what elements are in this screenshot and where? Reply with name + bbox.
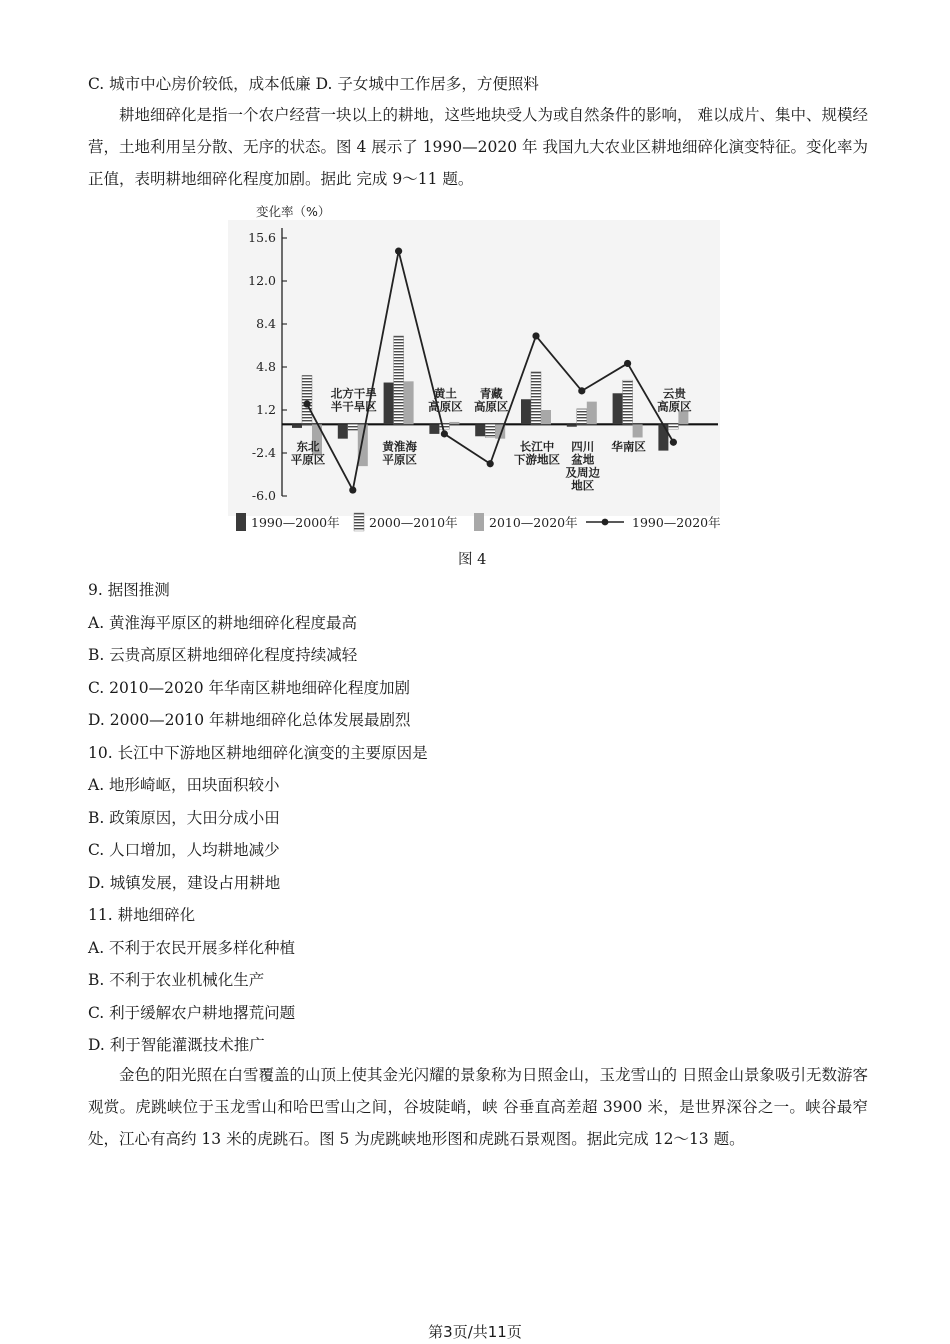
category-label: 平原区	[290, 452, 326, 467]
y-tick-label: 15.6	[248, 230, 276, 245]
category-label: 黄土	[433, 386, 457, 401]
question-option: B. 云贵高原区耕地细碎化程度持续减轻	[88, 646, 358, 664]
bar	[587, 402, 597, 425]
category-label: 及周边	[565, 465, 601, 480]
question-option: A. 黄淮海平原区的耕地细碎化程度最高	[88, 613, 358, 632]
bar	[384, 383, 394, 425]
bar	[348, 424, 358, 430]
closing-paragraph: 金色的阳光照在白雪覆盖的山顶上使其金光闪耀的景象称为日照金山，玉龙雪山的 日照金山景象吸引无数游客观赏。虎跳峡位于玉龙雪山和哈巴雪山之间，谷坡陡峭，峡 谷垂直高差超 3900 米，是世界深谷之一。峡谷最窄处，江心有高约 13 米的虎跳石。图 5 为虎跳峡地形图和虎跳石景观图。据此完成 12～13 题。	[88, 1066, 868, 1148]
category-label: 下游地区	[514, 452, 560, 467]
category-label: 长江中	[519, 439, 555, 454]
bar	[613, 393, 623, 424]
bar	[394, 336, 404, 424]
series-point	[487, 460, 494, 467]
figure-4-chart	[228, 198, 728, 543]
bar	[292, 424, 302, 428]
bar	[577, 409, 587, 425]
series-point	[303, 400, 310, 407]
bar	[541, 410, 551, 424]
question-option: C. 2010—2020 年华南区耕地细碎化程度加剧	[88, 678, 410, 697]
category-label: 高原区	[657, 399, 692, 414]
series-point	[578, 387, 585, 394]
bar	[633, 424, 643, 437]
y-tick-label: 1.2	[256, 402, 276, 417]
legend-swatch	[236, 513, 246, 531]
question-option: B. 不利于农业机械化生产	[88, 971, 265, 989]
question-option: B. 政策原因，大田分成小田	[88, 808, 280, 827]
series-point	[670, 439, 677, 446]
series-point	[441, 430, 448, 437]
bar	[449, 422, 459, 424]
question-option: A. 地形崎岖，田块面积较小	[88, 776, 280, 794]
y-tick-label: 4.8	[256, 359, 276, 374]
legend-label: 1990—2020年	[632, 515, 721, 530]
category-label: 北方干旱	[330, 386, 377, 401]
bar	[485, 424, 495, 437]
bar	[338, 424, 348, 438]
question-stem: 10. 长江中下游地区耕地细碎化演变的主要原因是	[88, 743, 428, 762]
bar	[404, 381, 414, 424]
category-label: 盆地	[571, 452, 595, 467]
question-option: D. 利于智能灌溉技术推广	[88, 1036, 265, 1054]
y-tick-label: -2.4	[251, 445, 276, 460]
legend-label: 1990—2000年	[251, 515, 340, 530]
bar	[623, 380, 633, 424]
page-footer: 第3页/共11页	[428, 1323, 522, 1341]
bar	[567, 424, 577, 426]
question-option: A. 不利于农民开展多样化种植	[88, 938, 296, 957]
category-label: 云贵	[662, 386, 686, 401]
figure-caption: 图 4	[458, 552, 487, 568]
bar	[439, 424, 449, 429]
y-tick-label: 12.0	[248, 273, 276, 288]
series-point	[395, 248, 402, 255]
bar	[668, 424, 678, 429]
legend-swatch	[354, 513, 364, 531]
legend-swatch	[474, 513, 484, 531]
previous-question-option: C. 城市中心房价较低，成本低廉 D. 子女城中工作居多，方便照料	[88, 75, 539, 93]
category-label: 平原区	[382, 452, 417, 467]
legend-label: 2010—2020年	[489, 515, 578, 530]
question-option: D. 城镇发展，建设占用耕地	[88, 873, 281, 892]
category-label: 黄淮海	[382, 439, 417, 454]
intro-paragraph: 耕地细碎化是指一个农户经营一块以上的耕地，这些地块受人为或自然条件的影响， 难以成片、集中、规模经营，土地利用呈分散、无序的状态。图 4 展示了 1990—2020 年 我国九大农业区耕地细碎化演变特征。变化率为正值，表明耕地细碎化程度加剧。据此 完成 9～11 题。	[88, 106, 868, 188]
bar	[429, 424, 439, 434]
category-label: 地区	[571, 478, 595, 493]
question-option: C. 人口增加，人均耕地减少	[88, 841, 280, 859]
category-label: 东北	[296, 439, 320, 454]
y-tick-label: 8.4	[256, 316, 276, 331]
question-stem: 11. 耕地细碎化	[88, 906, 196, 924]
y-axis-label: 变化率（%）	[256, 204, 331, 219]
series-point	[532, 332, 539, 339]
bar	[521, 399, 531, 424]
category-label: 四川	[571, 439, 595, 454]
bar	[531, 372, 541, 425]
category-label: 华南区	[611, 439, 646, 454]
category-label: 高原区	[428, 399, 463, 414]
category-label: 半干旱区	[330, 399, 377, 414]
category-label: 高原区	[473, 399, 509, 414]
bar	[475, 424, 485, 436]
series-point	[624, 360, 631, 367]
legend-label: 2000—2010年	[369, 515, 458, 530]
legend-swatch-point	[602, 519, 609, 526]
question-stem: 9. 据图推测	[88, 581, 170, 599]
category-label: 青藏	[479, 386, 503, 401]
bar	[302, 375, 312, 424]
chart-background	[228, 220, 720, 516]
question-option: D. 2000—2010 年耕地细碎化总体发展最剧烈	[88, 711, 411, 729]
bar	[658, 424, 668, 450]
series-point	[349, 486, 356, 493]
question-option: C. 利于缓解农户耕地撂荒问题	[88, 1003, 296, 1022]
y-tick-label: -6.0	[251, 488, 276, 503]
